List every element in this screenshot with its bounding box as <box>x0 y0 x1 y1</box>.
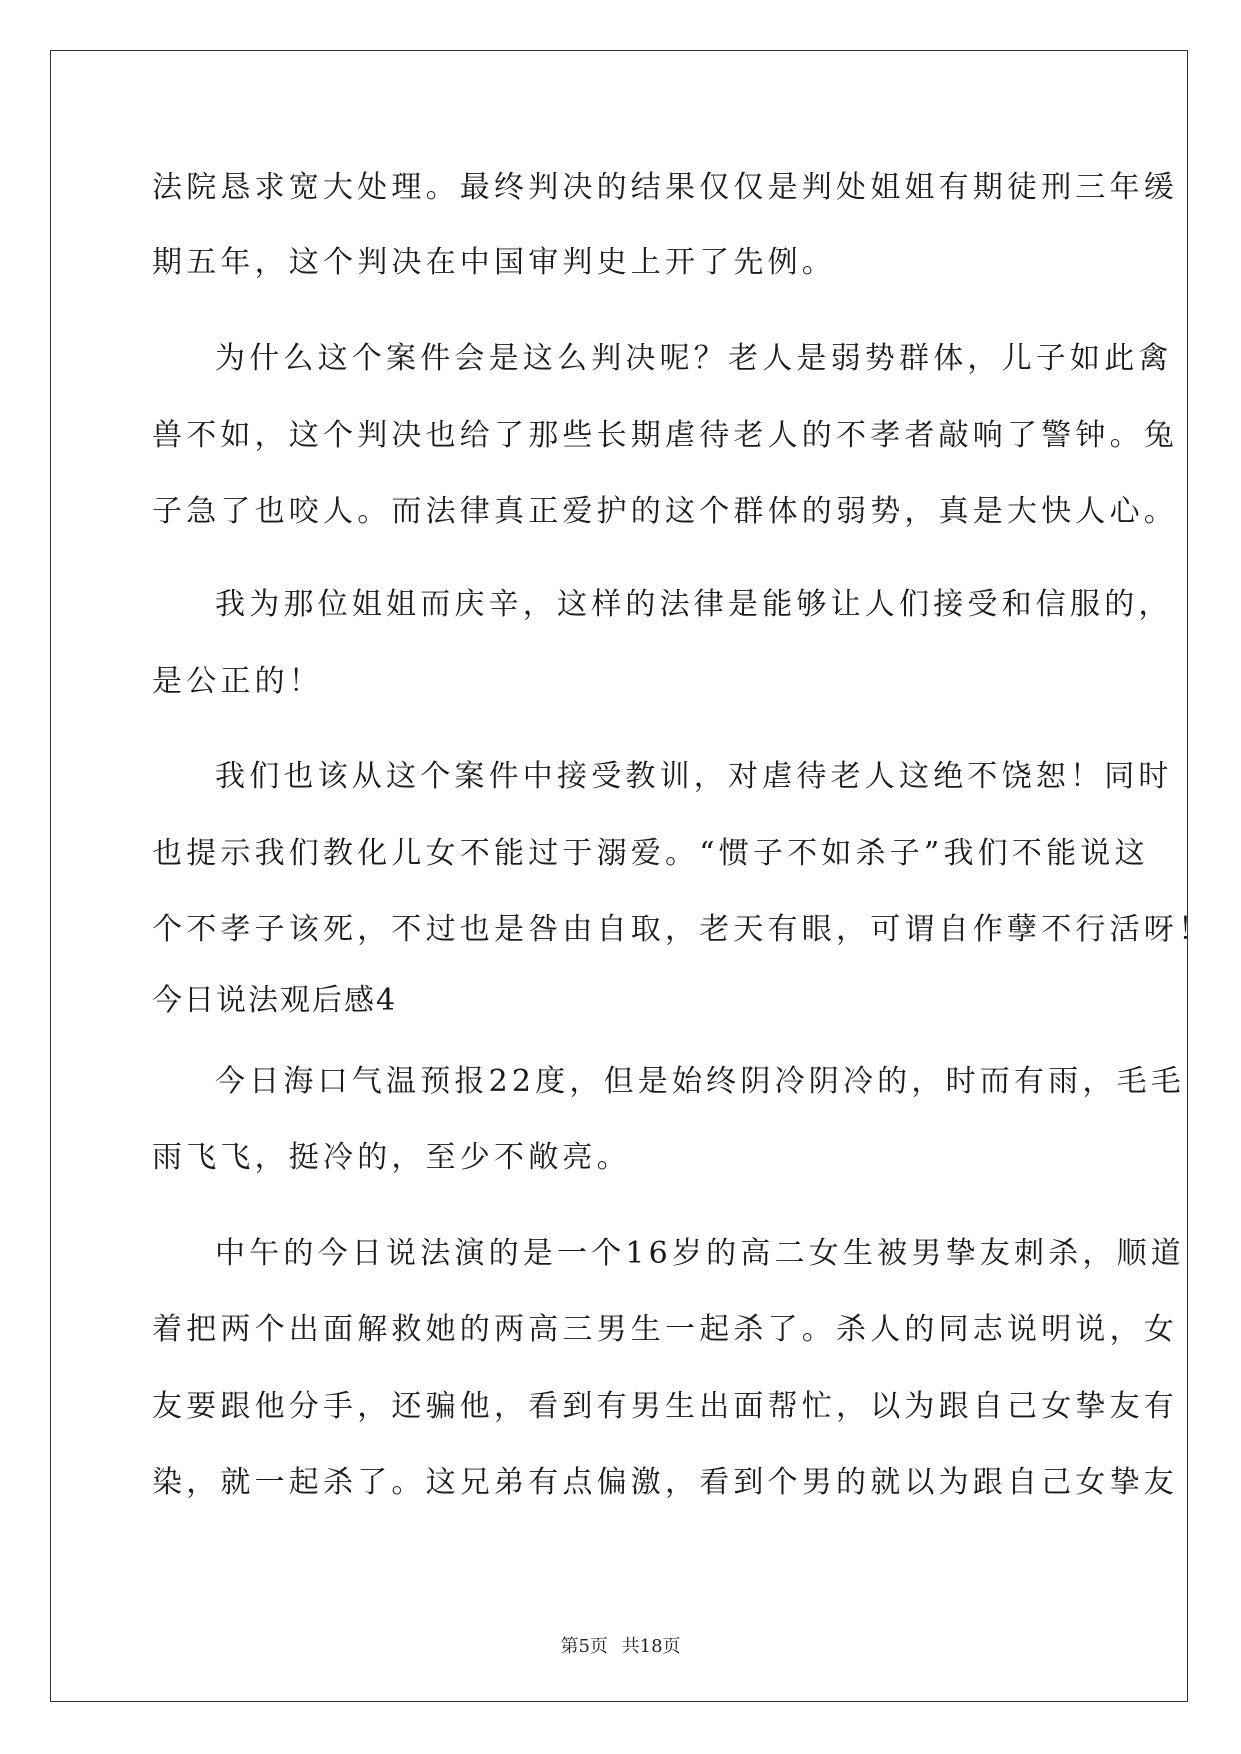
page-border <box>50 50 1188 1702</box>
text-line: 法院恳求宽大处理。最终判决的结果仅仅是判处姐姐有期徒刑三年缓 <box>152 170 1178 205</box>
text-line: 着把两个出面解救她的两高三男生一起杀了。杀人的同志说明说，女 <box>152 1312 1178 1347</box>
paragraph-start: 今日海口气温预报22度，但是始终阴冷阴冷的，时而有雨，毛毛 <box>215 1064 1185 1099</box>
page-footer <box>0 1632 1241 1658</box>
text-line: 个不孝子该死，不过也是咎由自取，老天有眼，可谓自作孽不行活呀！ <box>152 912 1213 947</box>
section-heading: 今日说法观后感4 <box>152 983 398 1018</box>
text-line: 也提示我们教化儿女不能过于溺爱。“惯子不如杀子”我们不能说这 <box>152 836 1149 871</box>
text-line: 期五年，这个判决在中国审判史上开了先例。 <box>152 245 836 280</box>
text-line: 兽不如，这个判决也给了那些长期虐待老人的不孝者敲响了警钟。兔 <box>152 418 1178 453</box>
total-pages: 共18页 <box>621 1636 681 1657</box>
text-line: 是公正的！ <box>152 664 323 699</box>
text-line: 友要跟他分手，还骗他，看到有男生出面帮忙，以为跟自己女挚友有 <box>152 1389 1178 1424</box>
paragraph-start: 中午的今日说法演的是一个16岁的高二女生被男挚友刺杀，顺道 <box>215 1236 1185 1271</box>
text-line: 子急了也咬人。而法律真正爱护的这个群体的弱势，真是大快人心。 <box>152 494 1178 529</box>
paragraph-start: 我们也该从这个案件中接受教训，对虐待老人这绝不饶恕！同时 <box>215 759 1173 794</box>
text-line: 染，就一起杀了。这兄弟有点偏激，看到个男的就以为跟自己女挚友 <box>152 1465 1178 1500</box>
paragraph-start: 我为那位姐姐而庆辛，这样的法律是能够让人们接受和信服的， <box>215 587 1173 622</box>
paragraph-start: 为什么这个案件会是这么判决呢？老人是弱势群体，儿子如此禽 <box>215 341 1173 376</box>
page-number: 第5页 <box>560 1636 608 1657</box>
text-line: 雨飞飞，挺冷的，至少不敞亮。 <box>152 1140 631 1175</box>
